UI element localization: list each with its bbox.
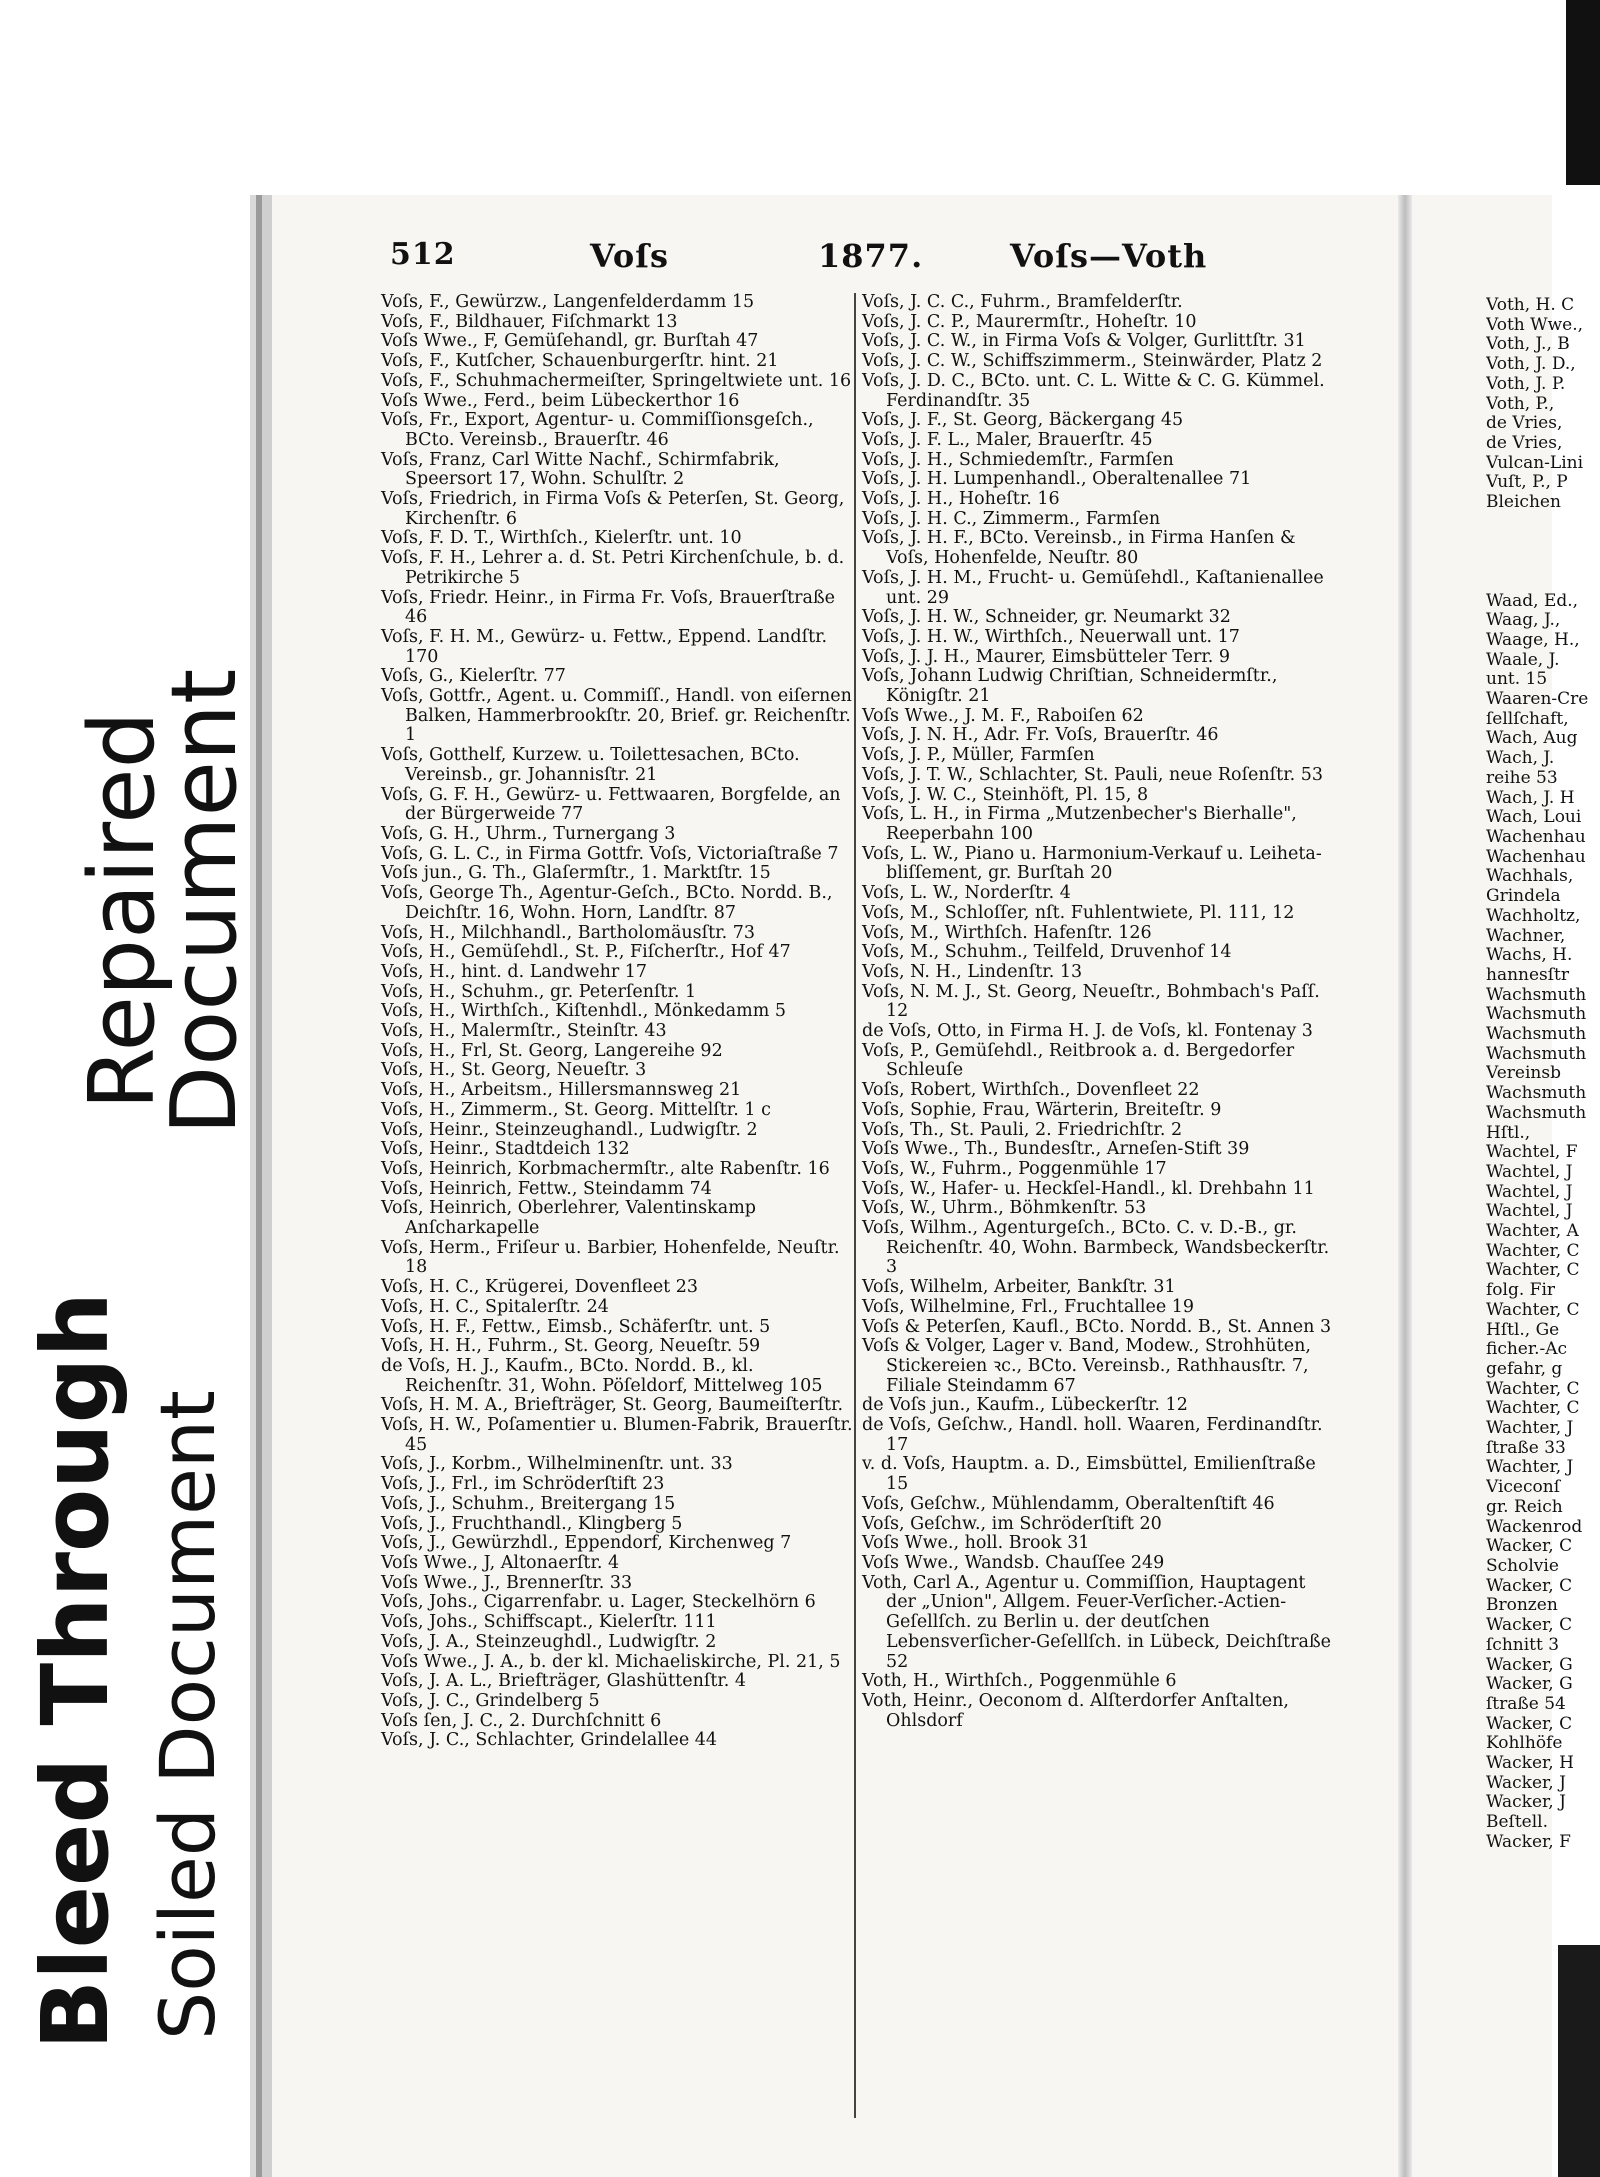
directory-entry: Voth, J., B [1486,334,1570,355]
directory-entry: Voſs, J. D. C., BCto. unt. C. L. Witte & C. G. Kümmel. Ferdinandſtr. 35 [862,370,1325,411]
directory-entry: Voſs, Robert, Wirthſch., Dovenfleet 22 [862,1080,1200,1101]
directory-entry: Voſs, Wilhelmine, Frl., Fruchtallee 19 [862,1296,1195,1317]
directory-entry: gr. Reich [1486,1496,1563,1517]
directory-entry: Voſs, F., Gewürzw., Langenfelderdamm 15 [381,292,755,312]
directory-entry: Viceconſ [1486,1477,1560,1498]
directory-entry: Wacker, J [1486,1772,1566,1793]
directory-entry: ſtraße 33 [1486,1437,1566,1458]
directory-entry: Wachner, [1486,925,1566,946]
directory-entry: Wacker, G [1486,1654,1573,1675]
directory-entry: Voſs, Geſchw., Mühlendamm, Oberaltenſtift 46 [862,1493,1275,1514]
directory-entry: Voſs, J., Korbm., Wilhelminenſtr. unt. 33 [381,1454,733,1475]
directory-entry: Voſs, Geſchw., im Schröderſtift 20 [862,1513,1162,1534]
label-soiled-document: Soiled Document [143,1390,232,2040]
directory-entry: Voſs, M., Wirthſch. Hafenſtr. 126 [862,922,1152,943]
directory-entry: Voſs, J., Schuhm., Breitergang 15 [381,1493,676,1514]
directory-entry: Wacker, C [1486,1615,1573,1636]
directory-entry: Voſs, M., Schloſſer, nſt. Fuhlentwiete, Pl. 111, 12 [862,902,1295,923]
directory-entry: Voſs, Heinrich, Oberlehrer, Valentinskamp Anſcharkapelle [381,1198,756,1239]
directory-entry: Voſs, Gotthelf, Kurzew. u. Toilettesachen, BCto. Vereinsb., gr. Johannisſtr. 21 [381,745,800,785]
directory-entry: Waale, J. [1486,649,1560,670]
directory-entry: de Voſs jun., Kaufm., Lübeckerſtr. 12 [862,1395,1188,1416]
directory-entry: Voſs, J. C. W., Schiffszimmerm., Steinwärder, Platz 2 [862,351,1323,372]
directory-entry: gefahr, g [1486,1358,1563,1379]
directory-entry: Wacker, J [1486,1792,1566,1813]
directory-entry: Wachter, C [1486,1240,1580,1261]
directory-entry: Voſs Wwe., Wandsb. Chauſſee 249 [862,1553,1165,1573]
directory-entry: Voſs ſen, J. C., 2. Durchſchnitt 6 [381,1710,662,1731]
directory-entry: Voſs, Johs., Cigarrenfabr. u. Lager, Steckelhörn 6 [381,1592,816,1613]
directory-entry: Wach, J. H [1486,787,1575,808]
directory-entry: Voſs, L. W., Piano u. Harmonium-Verkauf u. Leihetabliſſement, gr. Burſtah 20 [862,843,1322,884]
directory-entry: Voſs, G., Kielerſtr. 77 [381,666,566,687]
directory-entry: Voſs, H., Zimmerm., St. Georg. Mittelſtr. 1 c [381,1099,771,1120]
directory-entry: Voſs, J. H. W., Schneider, gr. Neumarkt 32 [862,607,1231,628]
directory-entry: Voſs, H. W., Poſamentier u. Blumen-Fabrik, Brauerſtr. 45 [381,1415,853,1455]
directory-entry: Voſs Wwe., J. M. F., Raboiſen 62 [862,705,1144,726]
directory-entry: de Voſs, Otto, in Firma H. J. de Voſs, kl. Fontenay 3 [862,1021,1313,1042]
directory-entry: Voſs, P., Gemüſehdl., Reitbrook a. d. Bergedorfer Schleuſe [862,1040,1295,1081]
directory-entry: Scholvie [1486,1556,1559,1576]
directory-entry: Voth, J. D., [1486,354,1576,375]
running-head-year: 1877. [818,237,924,275]
directory-entry: Voth, Carl A., Agentur u. Commiſſion, Hauptagent der „Union", Allgem. Feuer-Verſicher.-Actien-Geſellſch. zu Berlin u. der deutſchen Lebensverſicher-Geſellſch. in Lübeck, Deichſtraße 52 [862,1572,1332,1672]
directory-entry: hannesſtr [1486,964,1570,985]
directory-entry: Voſs, M., Schuhm., Teilfeld, Druvenhof 14 [862,942,1232,963]
label-repaired: Repaired [70,711,175,1110]
directory-entry: Voth, Heinr., Oeconom d. Alſterdorfer Anſtalten, Ohlsdorf [862,1690,1289,1731]
directory-entry: Voſs, J. H. W., Wirthſch., Neuerwall unt. 17 [862,626,1240,647]
directory-entry: Wachter, J [1486,1457,1574,1478]
directory-entry: Wachtel, J [1486,1161,1573,1182]
directory-entry: Voſs, J. H. M., Frucht- u. Gemüſehdl., Kaſtanienallee unt. 29 [862,567,1324,608]
directory-entry [1486,532,1600,552]
directory-entry: Voſs, J. A., Steinzeughdl., Ludwigſtr. 2 [381,1631,717,1652]
directory-entry: Voſs, F., Bildhauer, Fiſchmarkt 13 [381,311,678,332]
directory-entry: Voſs Wwe., Th., Bundesſtr., Arneſen-Stift 39 [862,1139,1250,1160]
directory-entry: Wachter, C [1486,1299,1580,1320]
directory-entry: Wachs, H. [1486,945,1573,966]
directory-entry: Wachter, C [1486,1378,1580,1399]
directory-entry: Wacker, H [1486,1753,1574,1774]
directory-column-left [381,293,854,1751]
directory-entry: Waage, H., [1486,629,1580,650]
directory-entry: Voſs, H., Arbeitsm., Hillersmannsweg 21 [381,1080,742,1101]
directory-entry: Voſs, J. J. H., Maurer, Eimsbütteler Terr. 9 [862,646,1231,667]
directory-entry: Voſs, F. D. T., Wirthſch., Kielerſtr. unt. 10 [381,528,742,549]
directory-entry: Wacker, F [1486,1831,1571,1852]
directory-entry: Voſs, Heinrich, Fettw., Steindamm 74 [381,1178,712,1199]
directory-entry: Vuſt, P., P [1486,472,1568,493]
directory-entry: Wachtel, J [1486,1201,1573,1222]
directory-entry: Voth, H. C [1486,296,1575,315]
directory-entry: Voſs, F. H., Lehrer a. d. St. Petri Kirchenſchule, b. d. Petrikirche 5 [381,548,845,588]
directory-entry: Voſs, Wilhm., Agenturgeſch., BCto. C. v. D.-B., gr. Reichenſtr. 40, Wohn. Barmbeck, Wandsbeckerſtr. 3 [862,1218,1330,1278]
directory-entry: ſtraße 54 [1486,1693,1566,1714]
directory-entry: Voſs, Heinr., Stadtdeich 132 [381,1139,630,1160]
directory-entry: Voſs, Johann Ludwig Chriſtian, Schneidermſtr., Königſtr. 21 [862,666,1278,707]
directory-entry: Voſs, J. C. W., in Firma Voſs & Volger, Gurlittſtr. 31 [862,331,1306,352]
directory-entry: Voſs, J. F. L., Maler, Brauerſtr. 45 [862,429,1153,450]
directory-entry: Voſs, L. W., Norderſtr. 4 [862,883,1071,904]
directory-entry: de Vries, [1486,413,1563,434]
directory-entry: Wach, J. [1486,748,1555,769]
directory-entry: Voſs Wwe., J, Altonaerſtr. 4 [381,1553,620,1573]
directory-entry: Voſs, Th., St. Pauli, 2. Friedrichſtr. 2 [862,1119,1183,1140]
directory-entry: Beſtell. [1486,1812,1549,1833]
directory-entry: Voſs, J. C. C., Fuhrm., Bramfelderſtr. [862,292,1183,312]
directory-entry: Voſs & Volger, Lager v. Band, Modew., Strohhüten, Stickereien ꝛc., BCto. Vereinsb., Rathhausſtr. 7, Filiale Steindamm 67 [862,1336,1311,1396]
directory-column-middle [862,293,1332,1731]
directory-entry: Voſs, H., St. Georg, Neueſtr. 3 [381,1060,647,1081]
directory-entry: Voſs, F., Kutſcher, Schauenburgerſtr. hint. 21 [381,351,779,372]
directory-entry: Voth, P., [1486,393,1555,414]
directory-entry: Voſs, Herm., Friſeur u. Barbier, Hohenfelde, Neuſtr. 18 [381,1237,840,1278]
directory-entry: Voth, J. P. [1486,373,1566,394]
directory-entry: Voſs, Wilhelm, Arbeiter, Bankſtr. 31 [862,1277,1176,1298]
directory-entry: Wachsmuth [1486,1004,1587,1025]
directory-entry: Voſs, L. H., in Firma „Mutzenbecher's Bierhalle", Reeperbahn 100 [862,804,1297,844]
directory-entry: Voſs, Fr., Export, Agentur- u. Commiſſionsgeſch., BCto. Vereinsb., Brauerſtr. 46 [381,410,814,450]
directory-entry: Voſs, J., Gewürzhdl., Eppendorf, Kirchenweg 7 [381,1533,792,1554]
directory-entry: Voſs, G. L. C., in Firma Gottfr. Voſs, Victoriaſtraße 7 [381,843,839,864]
directory-entry: Voſs, J., Frl., im Schröderſtift 23 [381,1474,665,1495]
directory-entry: Voſs, J. W. C., Steinhöft, Pl. 15, 8 [862,784,1149,805]
directory-entry: Wackenrod [1486,1516,1583,1537]
directory-entry: Waaren-Cre [1486,689,1589,710]
directory-entry: Voſs, Franz, Carl Witte Nachf., Schirmfabrik, Speersort 17, Wohn. Schulſtr. 2 [381,449,780,490]
directory-entry: Voſs, N. H., Lindenſtr. 13 [862,961,1083,982]
directory-entry: Wachhals, [1486,866,1574,887]
directory-entry: Voſs, Gottfr., Agent. u. Commiſſ., Handl. von eiſernen Balken, Hammerbrookſtr. 20, Brief. gr. Reichenſtr. 1 [381,686,852,746]
label-bleed-through: Bleed Through [22,1291,129,2050]
directory-entry: Voſs, J. H., Hoheſtr. 16 [862,489,1060,510]
directory-entry: Voſs, H. F., Fettw., Eimsb., Schäferſtr. unt. 5 [381,1316,771,1337]
directory-entry: Voſs, J. T. W., Schlachter, St. Pauli, neue Roſenſtr. 53 [862,764,1324,785]
directory-entry: Voſs, J. H. F., BCto. Vereinsb., in Firma Hanſen & Voſs, Hohenfelde, Neuſtr. 80 [862,528,1296,569]
directory-entry: Voſs, Sophie, Frau, Wärterin, Breiteſtr. 9 [862,1099,1222,1120]
directory-entry [1486,572,1600,592]
directory-entry: Bronzen [1486,1595,1558,1616]
directory-entry: Wacker, C [1486,1575,1573,1596]
directory-entry: Wachter, J [1486,1418,1574,1439]
directory-entry: Wacker, C [1486,1536,1573,1557]
directory-entry: Wachsmuth [1486,984,1587,1005]
directory-entry: Voth, H., Wirthſch., Poggenmühle 6 [862,1671,1177,1692]
directory-entry: Kohlhöfe [1486,1733,1563,1754]
directory-entry: Voſs, H., Wirthſch., Kiſtenhdl., Mönkedamm 5 [381,1001,787,1022]
directory-entry: Wachtel, J [1486,1181,1573,1202]
directory-entry: Wach, Loui [1486,807,1582,828]
directory-entry: Voſs, W., Hafer- u. Heckſel-Handl., kl. Drehbahn 11 [862,1178,1315,1199]
directory-entry: de Vries, [1486,432,1563,453]
directory-entry: Vulcan-Lini [1486,452,1584,473]
directory-entry: Waad, Ed., [1486,590,1579,611]
directory-entry: v. d. Voſs, Hauptm. a. D., Eimsbüttel, Emilienſtraße 15 [862,1454,1316,1495]
directory-entry: Voſs Wwe., J. A., b. der kl. Michaeliskirche, Pl. 21, 5 [381,1651,841,1672]
directory-entry: Wacker, G [1486,1674,1573,1695]
column-divider [854,293,856,2118]
directory-entry: Wachter, C [1486,1260,1580,1281]
directory-entry: Wachtel, F [1486,1142,1578,1163]
directory-entry: Voſs, J. C., Grindelberg 5 [381,1690,600,1711]
directory-entry: Voſs, N. M. J., St. Georg, Neueſtr., Bohmbach's Paſſ. 12 [862,981,1320,1022]
directory-entry: Voſs, J. A. L., Briefträger, Glashüttenſtr. 4 [381,1671,747,1692]
directory-entry: ſellſchaft, [1486,708,1569,729]
label-document: Document [152,668,257,1135]
directory-entry: Voſs, J. N. H., Adr. Fr. Voſs, Brauerſtr. 46 [862,725,1219,746]
directory-entry: Voſs, H., Frl, St. Georg, Langereihe 92 [381,1040,723,1061]
directory-entry: Voſs, J. H., Schmiedemſtr., Farmſen [862,449,1174,470]
page-gutter [1398,195,1412,2177]
directory-entry: Grindela [1486,886,1561,907]
directory-entry: Voth Wwe., [1486,314,1584,335]
directory-entry: Voſs, W., Fuhrm., Poggenmühle 17 [862,1158,1167,1179]
directory-entry: Voſs, J. P., Müller, Farmſen [862,745,1095,766]
directory-entry: Wach, Aug [1486,728,1578,749]
directory-entry: folg. Fir [1486,1280,1556,1301]
directory-entry: Voſs, H. C., Spitalerſtr. 24 [381,1296,609,1317]
directory-entry: Voſs, H., Milchhandl., Bartholomäusſtr. 73 [381,922,756,943]
directory-entry: Voſs, H., Malermſtr., Steinſtr. 43 [381,1021,667,1042]
directory-entry: Wacker, C [1486,1713,1573,1734]
directory-entry: Wachter, A [1486,1221,1579,1242]
directory-entry: Voſs Wwe., F, Gemüſehandl, gr. Burſtah 47 [381,331,759,352]
directory-entry [1486,552,1600,572]
directory-entry: Voſs, H. M. A., Briefträger, St. Georg, Baumeiſterſtr. [381,1395,844,1416]
directory-entry: Vereinsb [1486,1063,1561,1084]
directory-entry: Voſs, J. C. P., Maurermſtr., Hoheſtr. 10 [862,311,1197,332]
directory-column-right-partial [1486,296,1600,1853]
directory-entry: Voſs Wwe., Ferd., beim Lübeckerthor 16 [381,390,740,411]
directory-entry: Voſs, Friedrich, in Firma Voſs & Peterſen, St. Georg, Kirchenſtr. 6 [381,489,845,529]
directory-entry: Wachholtz, [1486,905,1581,926]
directory-entry: Hſtl., [1486,1122,1531,1143]
directory-entry: Voſs Wwe., J., Brennerſtr. 33 [381,1572,633,1593]
directory-entry: Wachsmuth [1486,1083,1587,1104]
binding-shadow-top [1566,0,1600,185]
directory-entry: unt. 15 [1486,669,1548,690]
directory-entry: Bleichen [1486,492,1561,513]
directory-entry: Voſs, H., Schuhm., gr. Peterſenſtr. 1 [381,981,697,1002]
directory-entry: reihe 53 [1486,767,1558,788]
directory-entry: Voſs, G. H., Uhrm., Turnergang 3 [381,823,676,844]
directory-entry: Waag, J., [1486,610,1561,631]
directory-entry: de Voſs, H. J., Kaufm., BCto. Nordd. B., kl. Reichenſtr. 31, Wohn. Pöſeldorf, Mittelweg 105 [381,1355,823,1396]
directory-entry: Voſs, H., Gemüſehdl., St. P., Fiſcherſtr., Hof 47 [381,942,791,963]
directory-entry: Voſs, W., Uhrm., Böhmkenſtr. 53 [862,1198,1147,1219]
directory-entry: Voſs, G. F. H., Gewürz- u. Fettwaaren, Borgfelde, an der Bürgerweide 77 [381,784,841,825]
directory-entry: Voſs Wwe., holl. Brook 31 [862,1533,1090,1554]
directory-entry: ſchnitt 3 [1486,1634,1560,1655]
directory-entry: Voſs, Heinr., Steinzeughandl., Ludwigſtr. 2 [381,1119,758,1140]
directory-entry: Voſs, J. H. C., Zimmerm., Farmſen [862,508,1161,529]
directory-entry: Wachenhau [1486,846,1586,867]
running-head-right: Voſs—Voth [1010,237,1208,275]
running-head-left: Voſs [590,237,670,275]
directory-entry: Voſs, Heinrich, Korbmachermſtr., alte Rabenſtr. 16 [381,1158,830,1179]
directory-entry: Voſs, J. H. Lumpenhandl., Oberaltenallee 71 [862,469,1252,490]
binding-shadow-bottom [1558,1945,1600,2177]
page-number: 512 [390,237,456,272]
directory-entry: Voſs, Johs., Schiffscapt., Kielerſtr. 111 [381,1612,717,1633]
directory-entry: Hſtl., Ge [1486,1319,1560,1340]
directory-entry: Voſs, H. C., Krügerei, Dovenfleet 23 [381,1277,699,1298]
directory-entry: Wachsmuth [1486,1102,1587,1123]
directory-entry: Voſs, J. F., St. Georg, Bäckergang 45 [862,410,1184,431]
directory-entry: Voſs, F., Schuhmachermeiſter, Springeltwiete unt. 16 [381,370,852,391]
directory-entry [1486,513,1600,533]
directory-entry: ficher.-Ac [1486,1339,1568,1360]
directory-entry: Voſs & Peterſen, Kaufl., BCto. Nordd. B., St. Annen 3 [862,1316,1332,1337]
directory-entry: Voſs, J., Fruchthandl., Klingberg 5 [381,1513,683,1534]
directory-entry: Voſs, H., hint. d. Landwehr 17 [381,961,648,982]
directory-entry: Wachsmuth [1486,1024,1587,1045]
directory-entry: Voſs, F. H. M., Gewürz- u. Fettw., Eppend. Landſtr. 170 [381,626,828,667]
directory-entry: Voſs, J. C., Schlachter, Grindelallee 44 [381,1730,718,1751]
directory-entry: Wachsmuth [1486,1043,1587,1064]
page-header [390,237,1350,287]
directory-entry: Voſs, Friedr. Heinr., in Firma Fr. Voſs, Brauerſtraße 46 [381,587,835,628]
directory-entry: de Voſs, Geſchw., Handl. holl. Waaren, Ferdinandſtr. 17 [862,1415,1323,1455]
directory-entry: Voſs, H. H., Fuhrm., St. Georg, Neueſtr. 59 [381,1336,761,1357]
directory-entry: Wachter, C [1486,1398,1580,1419]
directory-entry: Voſs jun., G. Th., Glaſermſtr., 1. Marktſtr. 15 [381,863,771,884]
directory-entry: Voſs, George Th., Agentur-Geſch., BCto. Nordd. B., Deichſtr. 16, Wohn. Horn, Landſtr. 87 [381,883,833,923]
directory-entry: Wachenhau [1486,826,1586,847]
